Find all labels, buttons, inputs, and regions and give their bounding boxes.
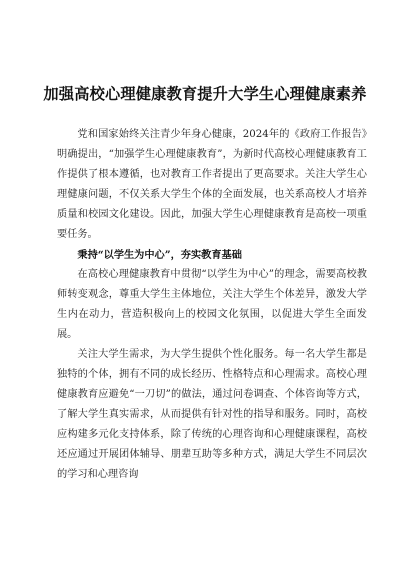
body-paragraph: 在高校心理健康教育中贯彻“以学生为中心”的理念，需要高校教师转变观念，尊重大学生主体地位，关注大学生个体差异，激发大学生内在动力，营造积极向上的校园文化氛围，以促进大学生全面发展。 — [57, 269, 367, 340]
intro-paragraph: 党和国家始终关注青少年身心健康，2024年的《政府工作报告》明确提出，“加强学生心理健康教育”，为新时代高校心理健康教育工作提供了根本遵循，也对教育工作者提出了更高要求。关注大学生心理健康问题，不仅关系大学生个体的全面发展，也关系高校人才培养质量和校园文化建设。因此，加强大学生心理健康教育是高校一项重要任务。 — [57, 129, 367, 240]
document-body — [57, 125, 367, 485]
document-title: 加强高校心理健康教育提升大学生心理健康素养 — [43, 85, 367, 103]
body-paragraph: 关注大学生需求，为大学生提供个性化服务。每一名大学生都是独特的个体，拥有不同的成长经历、性格特点和心理需求。高校心理健康教育应避免“一刀切”的做法，通过问卷调查、个体咨询等方式，了解大学生真实需求，从而提供有针对性的指导和服务。同时，高校应构建多元化支持体系，除了传统的心理咨询和心理健康课程，高校还应通过开展团体辅导、朋辈互助等多种方式，满足大学生不同层次的学习和心理咨询 — [57, 349, 367, 480]
section-heading: 秉持“以学生为中心”，夯实教育基础 — [77, 249, 242, 261]
